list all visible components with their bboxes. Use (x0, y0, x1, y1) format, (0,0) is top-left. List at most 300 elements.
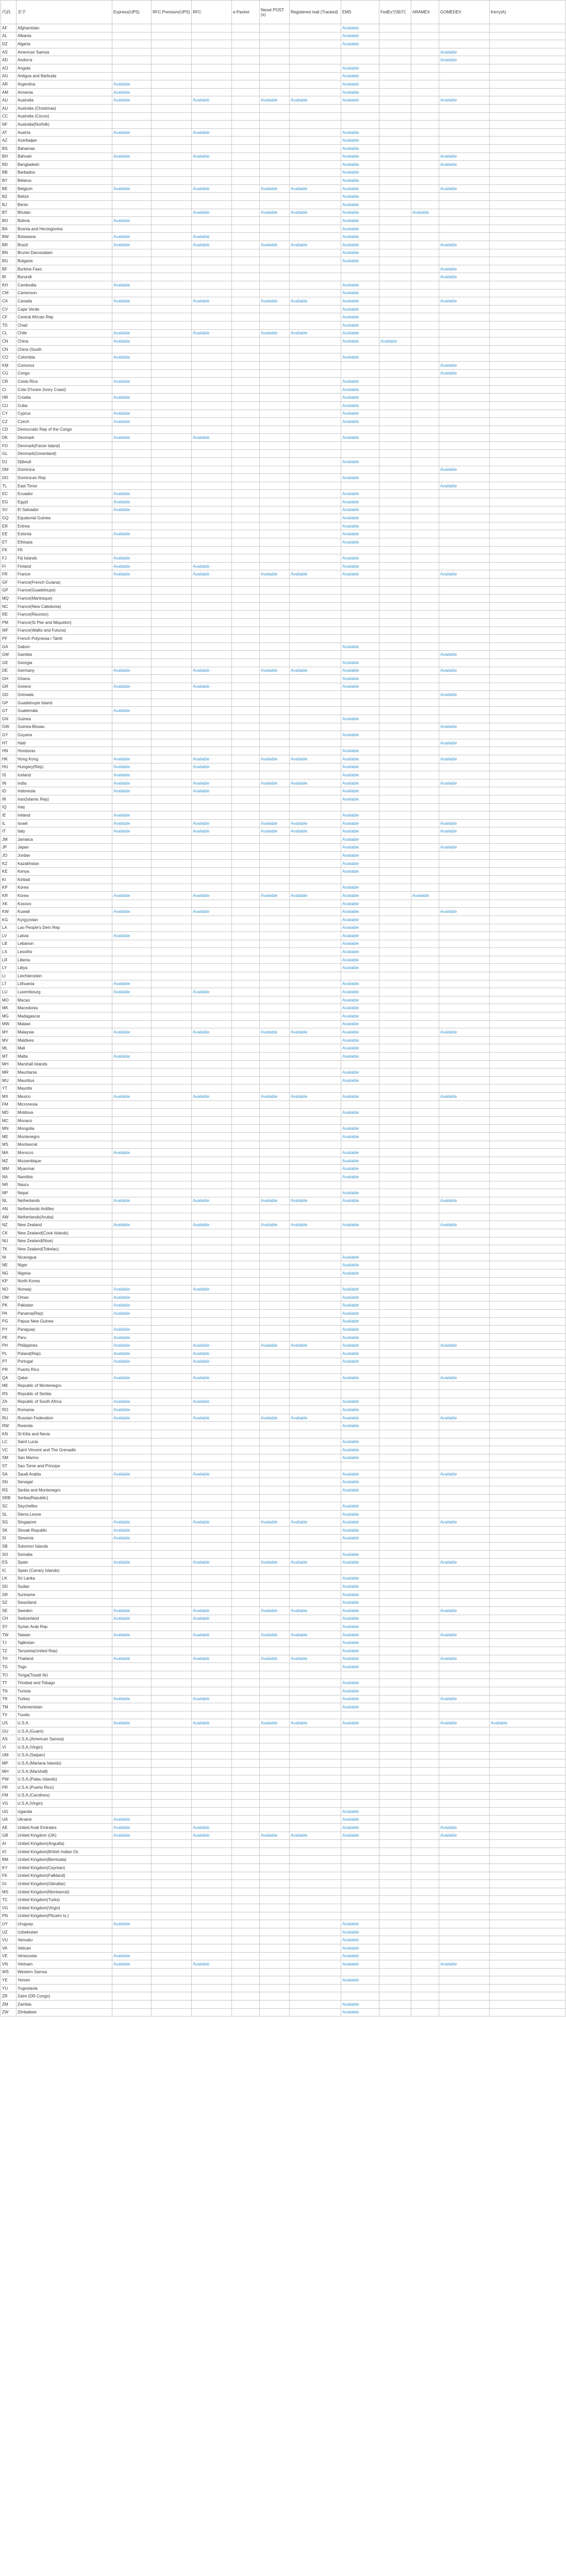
available-link[interactable]: Available (342, 298, 359, 303)
available-link[interactable]: Available (342, 1359, 359, 1364)
available-link[interactable]: Available (113, 507, 130, 513)
available-link[interactable]: Available (342, 33, 359, 39)
available-link[interactable]: Available (342, 387, 359, 392)
available-link[interactable]: Available (342, 507, 359, 513)
available-link[interactable]: Available (113, 773, 130, 778)
available-link[interactable]: Available (342, 853, 359, 858)
available-link[interactable]: Available (342, 829, 359, 834)
available-link[interactable]: Available (342, 202, 359, 207)
available-link[interactable]: Available (342, 516, 359, 521)
available-link[interactable]: Available (342, 1150, 359, 1155)
available-link[interactable]: Available (342, 765, 359, 770)
available-link[interactable]: Available (113, 1921, 130, 1926)
available-link[interactable]: Available (113, 893, 130, 898)
available-link[interactable]: Available (342, 1399, 359, 1404)
available-link[interactable]: Available (113, 81, 130, 87)
available-link[interactable]: Available (113, 419, 130, 424)
available-link[interactable]: Available (342, 1688, 359, 1693)
available-link[interactable]: Available (291, 1030, 308, 1035)
available-link[interactable]: Available (342, 1094, 359, 1099)
available-link[interactable]: Available (113, 1536, 130, 1541)
available-link[interactable]: Available (113, 756, 130, 761)
available-link[interactable]: Available (342, 1255, 359, 1260)
available-link[interactable]: Available (261, 210, 278, 215)
available-link[interactable]: Available (291, 1094, 308, 1099)
available-link[interactable]: Available (261, 1415, 278, 1420)
available-link[interactable]: Available (342, 1423, 359, 1429)
available-link[interactable]: Available (113, 1817, 130, 1822)
available-link[interactable]: Available (193, 1833, 210, 1838)
available-link[interactable]: Available (342, 282, 359, 287)
available-link[interactable]: Available (342, 1697, 359, 1702)
available-link[interactable]: Available (440, 845, 457, 850)
available-link[interactable]: Available (291, 1632, 308, 1637)
available-link[interactable]: Available (491, 1721, 508, 1726)
available-link[interactable]: Available (342, 98, 359, 103)
available-link[interactable]: Available (342, 1270, 359, 1276)
available-link[interactable]: Available (342, 539, 359, 545)
available-link[interactable]: Available (342, 1512, 359, 1517)
available-link[interactable]: Available (113, 1223, 130, 1228)
available-link[interactable]: Available (113, 379, 130, 384)
available-link[interactable]: Available (342, 210, 359, 215)
available-link[interactable]: Available (261, 1030, 278, 1035)
available-link[interactable]: Available (342, 965, 359, 971)
available-link[interactable]: Available (113, 234, 130, 240)
available-link[interactable]: Available (113, 1721, 130, 1726)
available-link[interactable]: Available (342, 1721, 359, 1726)
available-link[interactable]: Available (342, 1198, 359, 1204)
available-link[interactable]: Available (342, 1480, 359, 1485)
available-link[interactable]: Available (342, 1166, 359, 1172)
available-link[interactable]: Available (193, 1560, 210, 1565)
available-link[interactable]: Available (342, 1487, 359, 1493)
available-link[interactable]: Available (342, 1375, 359, 1380)
available-link[interactable]: Available (342, 1681, 359, 1686)
available-link[interactable]: Available (342, 845, 359, 850)
available-link[interactable]: Available (193, 1094, 210, 1099)
available-link[interactable]: Available (342, 901, 359, 906)
available-link[interactable]: Available (342, 81, 359, 87)
available-link[interactable]: Available (291, 298, 308, 303)
available-link[interactable]: Available (113, 218, 130, 224)
available-link[interactable]: Available (342, 1608, 359, 1613)
available-link[interactable]: Available (113, 990, 130, 995)
available-link[interactable]: Available (193, 234, 210, 240)
available-link[interactable]: Available (261, 829, 278, 834)
available-link[interactable]: Available (440, 1560, 457, 1565)
available-link[interactable]: Available (342, 130, 359, 135)
available-link[interactable]: Available (342, 242, 359, 247)
available-link[interactable]: Available (342, 789, 359, 794)
available-link[interactable]: Available (342, 194, 359, 199)
available-link[interactable]: Available (113, 1471, 130, 1477)
available-link[interactable]: Available (412, 893, 429, 898)
available-link[interactable]: Available (342, 476, 359, 481)
available-link[interactable]: Available (193, 684, 210, 689)
available-link[interactable]: Available (261, 331, 278, 336)
available-link[interactable]: Available (261, 1094, 278, 1099)
available-link[interactable]: Available (342, 1536, 359, 1541)
available-link[interactable]: Available (113, 1351, 130, 1356)
available-link[interactable]: Available (342, 676, 359, 681)
available-link[interactable]: Available (113, 1303, 130, 1308)
available-link[interactable]: Available (342, 1825, 359, 1830)
available-link[interactable]: Available (113, 829, 130, 834)
available-link[interactable]: Available (342, 1455, 359, 1461)
available-link[interactable]: Available (342, 1954, 359, 1959)
available-link[interactable]: Available (113, 1833, 130, 1838)
available-link[interactable]: Available (193, 909, 210, 914)
available-link[interactable]: Available (440, 1656, 457, 1662)
available-link[interactable]: Available (261, 1343, 278, 1348)
available-link[interactable]: Available (113, 555, 130, 561)
available-link[interactable]: Available (342, 997, 359, 1003)
available-link[interactable]: Available (342, 796, 359, 802)
available-link[interactable]: Available (113, 1407, 130, 1412)
available-link[interactable]: Available (261, 98, 278, 103)
available-link[interactable]: Available (342, 1319, 359, 1324)
available-link[interactable]: Available (113, 1030, 130, 1035)
available-link[interactable]: Available (342, 250, 359, 256)
available-link[interactable]: Available (113, 90, 130, 95)
available-link[interactable]: Available (342, 186, 359, 191)
available-link[interactable]: Available (113, 282, 130, 287)
available-link[interactable]: Available (440, 98, 457, 103)
available-link[interactable]: Available (342, 950, 359, 955)
available-link[interactable]: Available (342, 323, 359, 328)
available-link[interactable]: Available (113, 395, 130, 400)
available-link[interactable]: Available (342, 218, 359, 224)
available-link[interactable]: Available (193, 1825, 210, 1830)
available-link[interactable]: Available (291, 1198, 308, 1204)
available-link[interactable]: Available (342, 933, 359, 938)
available-link[interactable]: Available (342, 411, 359, 416)
available-link[interactable]: Available (440, 186, 457, 191)
available-link[interactable]: Available (342, 315, 359, 320)
available-link[interactable]: Available (440, 154, 457, 159)
available-link[interactable]: Available (113, 1359, 130, 1364)
available-link[interactable]: Available (342, 1600, 359, 1605)
available-link[interactable]: Available (342, 1704, 359, 1709)
available-link[interactable]: Available (261, 1223, 278, 1228)
available-link[interactable]: Available (440, 1825, 457, 1830)
available-link[interactable]: Available (342, 773, 359, 778)
available-link[interactable]: Available (342, 885, 359, 890)
available-link[interactable]: Available (342, 1351, 359, 1356)
available-link[interactable]: Available (342, 837, 359, 842)
available-link[interactable]: Available (113, 821, 130, 826)
available-link[interactable]: Available (342, 331, 359, 336)
available-link[interactable]: Available (342, 564, 359, 569)
available-link[interactable]: Available (291, 331, 308, 336)
available-link[interactable]: Available (193, 1961, 210, 1967)
available-link[interactable]: Available (261, 186, 278, 191)
available-link[interactable]: Available (342, 25, 359, 30)
available-link[interactable]: Available (193, 1656, 210, 1662)
available-link[interactable]: Available (440, 1961, 457, 1967)
available-link[interactable]: Available (113, 781, 130, 786)
available-link[interactable]: Available (342, 1528, 359, 1533)
available-link[interactable]: Available (342, 523, 359, 529)
available-link[interactable]: Available (193, 1359, 210, 1364)
available-link[interactable]: Available (342, 756, 359, 761)
available-link[interactable]: Available (113, 499, 130, 504)
available-link[interactable]: Available (193, 1520, 210, 1525)
available-link[interactable]: Available (291, 781, 308, 786)
available-link[interactable]: Available (261, 668, 278, 673)
available-link[interactable]: Available (291, 1415, 308, 1420)
available-link[interactable]: Available (113, 1311, 130, 1316)
available-link[interactable]: Available (193, 298, 210, 303)
available-link[interactable]: Available (440, 1415, 457, 1420)
available-link[interactable]: Available (291, 98, 308, 103)
available-link[interactable]: Available (342, 941, 359, 946)
available-link[interactable]: Available (440, 242, 457, 247)
available-link[interactable]: Available (113, 564, 130, 569)
available-link[interactable]: Available (412, 210, 429, 215)
available-link[interactable]: Available (113, 1961, 130, 1967)
available-link[interactable]: Available (342, 154, 359, 159)
available-link[interactable]: Available (440, 1094, 457, 1099)
available-link[interactable]: Available (193, 893, 210, 898)
available-link[interactable]: Available (113, 298, 130, 303)
available-link[interactable]: Available (113, 684, 130, 689)
available-link[interactable]: Available (261, 1608, 278, 1613)
available-link[interactable]: Available (113, 1375, 130, 1380)
available-link[interactable]: Available (342, 957, 359, 962)
available-link[interactable]: Available (193, 1471, 210, 1477)
available-link[interactable]: Available (342, 1584, 359, 1589)
available-link[interactable]: Available (193, 789, 210, 794)
available-link[interactable]: Available (440, 49, 457, 55)
available-link[interactable]: Available (342, 893, 359, 898)
available-link[interactable]: Available (342, 1190, 359, 1195)
available-link[interactable]: Available (342, 2002, 359, 2007)
available-link[interactable]: Available (440, 1697, 457, 1702)
available-link[interactable]: Available (342, 435, 359, 440)
available-link[interactable]: Available (291, 1721, 308, 1726)
available-link[interactable]: Available (342, 338, 359, 344)
available-link[interactable]: Available (342, 668, 359, 673)
available-link[interactable]: Available (440, 740, 457, 745)
available-link[interactable]: Available (440, 1608, 457, 1613)
available-link[interactable]: Available (113, 572, 130, 577)
available-link[interactable]: Available (193, 564, 210, 569)
available-link[interactable]: Available (342, 1415, 359, 1420)
available-link[interactable]: Available (193, 130, 210, 135)
available-link[interactable]: Available (440, 756, 457, 761)
available-link[interactable]: Available (342, 1038, 359, 1043)
available-link[interactable]: Available (193, 668, 210, 673)
available-link[interactable]: Available (261, 1520, 278, 1525)
available-link[interactable]: Available (193, 829, 210, 834)
available-link[interactable]: Available (342, 1335, 359, 1340)
available-link[interactable]: Available (342, 1022, 359, 1027)
available-link[interactable]: Available (440, 371, 457, 376)
available-link[interactable]: Available (342, 1552, 359, 1557)
available-link[interactable]: Available (342, 1656, 359, 1662)
available-link[interactable]: Available (113, 492, 130, 497)
available-link[interactable]: Available (342, 1263, 359, 1268)
available-link[interactable]: Available (342, 917, 359, 922)
available-link[interactable]: Available (113, 1528, 130, 1533)
available-link[interactable]: Available (113, 668, 130, 673)
available-link[interactable]: Available (113, 1094, 130, 1099)
available-link[interactable]: Available (113, 331, 130, 336)
available-link[interactable]: Available (113, 1287, 130, 1292)
available-link[interactable]: Available (193, 1198, 210, 1204)
available-link[interactable]: Available (342, 684, 359, 689)
available-link[interactable]: Available (342, 1287, 359, 1292)
available-link[interactable]: Available (261, 1560, 278, 1565)
available-link[interactable]: Available (261, 1656, 278, 1662)
available-link[interactable]: Available (113, 1399, 130, 1404)
available-link[interactable]: Available (342, 1938, 359, 1943)
available-link[interactable]: Available (342, 1961, 359, 1967)
available-link[interactable]: Available (113, 933, 130, 938)
available-link[interactable]: Available (342, 781, 359, 786)
available-link[interactable]: Available (113, 765, 130, 770)
available-link[interactable]: Available (113, 186, 130, 191)
available-link[interactable]: Available (113, 130, 130, 135)
available-link[interactable]: Available (440, 572, 457, 577)
available-link[interactable]: Available (261, 781, 278, 786)
available-link[interactable]: Available (342, 90, 359, 95)
available-link[interactable]: Available (342, 1327, 359, 1332)
available-link[interactable]: Available (291, 1656, 308, 1662)
available-link[interactable]: Available (113, 1697, 130, 1702)
available-link[interactable]: Available (113, 1954, 130, 1959)
available-link[interactable]: Available (261, 893, 278, 898)
available-link[interactable]: Available (342, 162, 359, 167)
available-link[interactable]: Available (113, 1198, 130, 1204)
available-link[interactable]: Available (342, 234, 359, 240)
available-link[interactable]: Available (113, 1335, 130, 1340)
available-link[interactable]: Available (193, 1721, 210, 1726)
available-link[interactable]: Available (342, 499, 359, 504)
available-link[interactable]: Available (342, 821, 359, 826)
available-link[interactable]: Available (113, 1632, 130, 1637)
available-link[interactable]: Available (342, 990, 359, 995)
available-link[interactable]: Available (113, 708, 130, 714)
available-link[interactable]: Available (113, 1616, 130, 1621)
available-link[interactable]: Available (440, 298, 457, 303)
available-link[interactable]: Available (113, 1150, 130, 1155)
available-link[interactable]: Available (342, 869, 359, 874)
available-link[interactable]: Available (113, 435, 130, 440)
available-link[interactable]: Available (113, 1560, 130, 1565)
available-link[interactable]: Available (291, 756, 308, 761)
available-link[interactable]: Available (342, 572, 359, 577)
available-link[interactable]: Available (342, 395, 359, 400)
available-link[interactable]: Available (440, 275, 457, 280)
available-link[interactable]: Available (342, 41, 359, 46)
available-link[interactable]: Available (342, 1030, 359, 1035)
available-link[interactable]: Available (193, 154, 210, 159)
available-link[interactable]: Available (342, 1070, 359, 1075)
available-link[interactable]: Available (342, 1054, 359, 1059)
available-link[interactable]: Available (261, 1632, 278, 1637)
available-link[interactable]: Available (342, 1504, 359, 1509)
available-link[interactable]: Available (193, 331, 210, 336)
available-link[interactable]: Available (342, 1520, 359, 1525)
available-link[interactable]: Available (342, 291, 359, 296)
available-link[interactable]: Available (342, 2010, 359, 2015)
available-link[interactable]: Available (342, 861, 359, 866)
available-link[interactable]: Available (193, 1351, 210, 1356)
available-link[interactable]: Available (291, 1560, 308, 1565)
available-link[interactable]: Available (342, 1311, 359, 1316)
available-link[interactable]: Available (342, 909, 359, 914)
available-link[interactable]: Available (193, 1030, 210, 1035)
available-link[interactable]: Available (193, 781, 210, 786)
available-link[interactable]: Available (342, 1078, 359, 1083)
available-link[interactable]: Available (342, 492, 359, 497)
available-link[interactable]: Available (342, 1809, 359, 1814)
available-link[interactable]: Available (113, 98, 130, 103)
available-link[interactable]: Available (193, 1608, 210, 1613)
available-link[interactable]: Available (261, 821, 278, 826)
available-link[interactable]: Available (440, 909, 457, 914)
available-link[interactable]: Available (342, 1576, 359, 1581)
available-link[interactable]: Available (342, 259, 359, 264)
available-link[interactable]: Available (342, 1560, 359, 1565)
available-link[interactable]: Available (342, 812, 359, 818)
available-link[interactable]: Available (113, 909, 130, 914)
available-link[interactable]: Available (342, 1174, 359, 1179)
available-link[interactable]: Available (342, 1833, 359, 1838)
available-link[interactable]: Available (342, 1407, 359, 1412)
available-link[interactable]: Available (342, 403, 359, 408)
available-link[interactable]: Available (342, 307, 359, 312)
available-link[interactable]: Available (440, 1520, 457, 1525)
available-link[interactable]: Available (113, 532, 130, 537)
available-link[interactable]: Available (113, 1343, 130, 1348)
available-link[interactable]: Available (193, 572, 210, 577)
available-link[interactable]: Available (342, 1945, 359, 1951)
available-link[interactable]: Available (291, 1343, 308, 1348)
available-link[interactable]: Available (193, 990, 210, 995)
available-link[interactable]: Available (342, 138, 359, 143)
available-link[interactable]: Available (342, 1632, 359, 1637)
available-link[interactable]: Available (342, 1817, 359, 1822)
available-link[interactable]: Available (342, 459, 359, 464)
available-link[interactable]: Available (440, 1030, 457, 1035)
available-link[interactable]: Available (113, 338, 130, 344)
available-link[interactable]: Available (291, 1520, 308, 1525)
available-link[interactable]: Available (342, 1046, 359, 1051)
available-link[interactable]: Available (261, 756, 278, 761)
available-link[interactable]: Available (440, 266, 457, 272)
available-link[interactable]: Available (113, 1415, 130, 1420)
available-link[interactable]: Available (440, 652, 457, 657)
available-link[interactable]: Available (342, 1648, 359, 1653)
available-link[interactable]: Available (193, 1415, 210, 1420)
available-link[interactable]: Available (193, 98, 210, 103)
available-link[interactable]: Available (342, 1978, 359, 1983)
available-link[interactable]: Available (291, 1223, 308, 1228)
available-link[interactable]: Available (342, 65, 359, 71)
available-link[interactable]: Available (440, 467, 457, 472)
available-link[interactable]: Available (380, 338, 397, 344)
available-link[interactable]: Available (342, 178, 359, 183)
available-link[interactable]: Available (342, 379, 359, 384)
available-link[interactable]: Available (261, 1833, 278, 1838)
available-link[interactable]: Available (440, 1223, 457, 1228)
available-link[interactable]: Available (291, 242, 308, 247)
available-link[interactable]: Available (193, 435, 210, 440)
